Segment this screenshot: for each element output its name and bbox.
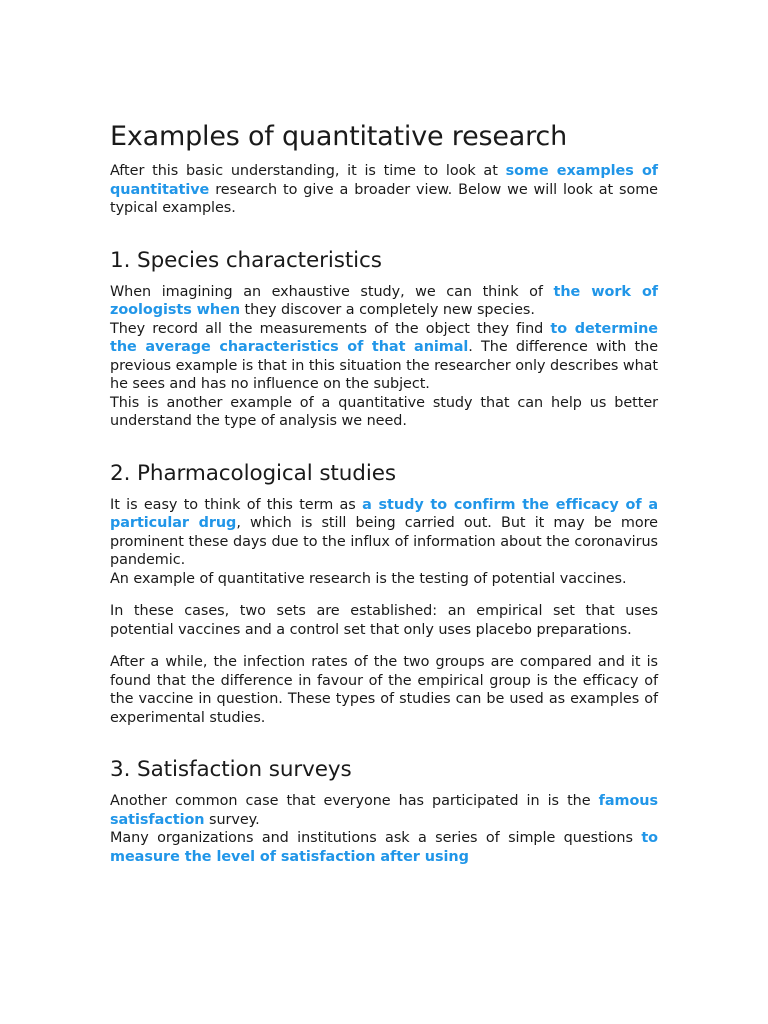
pharma-p1-text-1: It is easy to think of this term as bbox=[110, 496, 363, 513]
species-p1-text-2: they discover a completely new species. bbox=[240, 302, 535, 318]
species-p1-text-1: When imagining an exhaustive study, we can think of bbox=[110, 283, 554, 300]
intro-link[interactable]: some examples of quantitative bbox=[110, 163, 658, 198]
satisfaction-paragraph-2 bbox=[110, 829, 658, 866]
satisfaction-p1-text-2: survey. bbox=[204, 811, 260, 828]
pharma-paragraph-4: After a while, the infection rates of the two groups are compared and it is found that the difference in favour of the empirical group is the efficacy of the vaccine in question. These types of studies can be used as examples of experimental studies. bbox=[110, 654, 658, 726]
species-paragraph-2 bbox=[110, 320, 658, 394]
satisfaction-paragraph-1 bbox=[110, 792, 658, 829]
pharma-paragraph-1 bbox=[110, 496, 658, 570]
species-p2-link[interactable]: to determine the average characteristics of that animal bbox=[110, 320, 658, 355]
pharma-paragraph-3: In these cases, two sets are established: an empirical set that uses potential vaccines and a control set that only uses placebo preparations. bbox=[110, 603, 658, 638]
intro-paragraph bbox=[110, 162, 658, 218]
species-p1-link[interactable]: the work of zoologists when bbox=[110, 283, 658, 318]
pharma-paragraph-2: An example of quantitative research is the testing of potential vaccines. bbox=[110, 570, 627, 587]
intro-text-2: research to give a broader view. Below we will look at some typical examples. bbox=[110, 181, 658, 216]
satisfaction-p1-link[interactable]: famous satisfaction bbox=[110, 793, 658, 828]
section-heading-species: 1. Species characteristics bbox=[110, 247, 382, 273]
document-page bbox=[110, 120, 658, 866]
satisfaction-p1-text-1: Another common case that everyone has participated in is the bbox=[110, 793, 599, 809]
page-title: Examples of quantitative research bbox=[110, 121, 567, 152]
satisfaction-p2-link[interactable]: to measure the level of satisfaction after using bbox=[110, 830, 658, 865]
species-p2-text-1: They record all the measurements of the object they find bbox=[110, 320, 551, 337]
section-heading-satisfaction: 3. Satisfaction surveys bbox=[110, 757, 352, 782]
species-paragraph-1 bbox=[110, 283, 658, 320]
pharma-p1-link[interactable]: a study to confirm the efficacy of a particular drug bbox=[110, 496, 658, 531]
section-heading-pharmacological: 2. Pharmacological studies bbox=[110, 460, 396, 486]
species-p2-text-2: . The difference with the previous example is that in this situation the researcher only describes what he sees and has no influence on the subject. bbox=[110, 339, 658, 392]
satisfaction-p2-text-1: Many organizations and institutions ask a series of simple questions bbox=[110, 830, 642, 846]
species-paragraph-3: This is another example of a quantitative study that can help us better understand the type of analysis we need. bbox=[110, 394, 658, 429]
intro-text-1: After this basic understanding, it is time to look at bbox=[110, 163, 506, 179]
pharma-p1-text-2: , which is still being carried out. But it may be more prominent these days due to the influx of information about the coronavirus pandemic. bbox=[110, 515, 658, 568]
